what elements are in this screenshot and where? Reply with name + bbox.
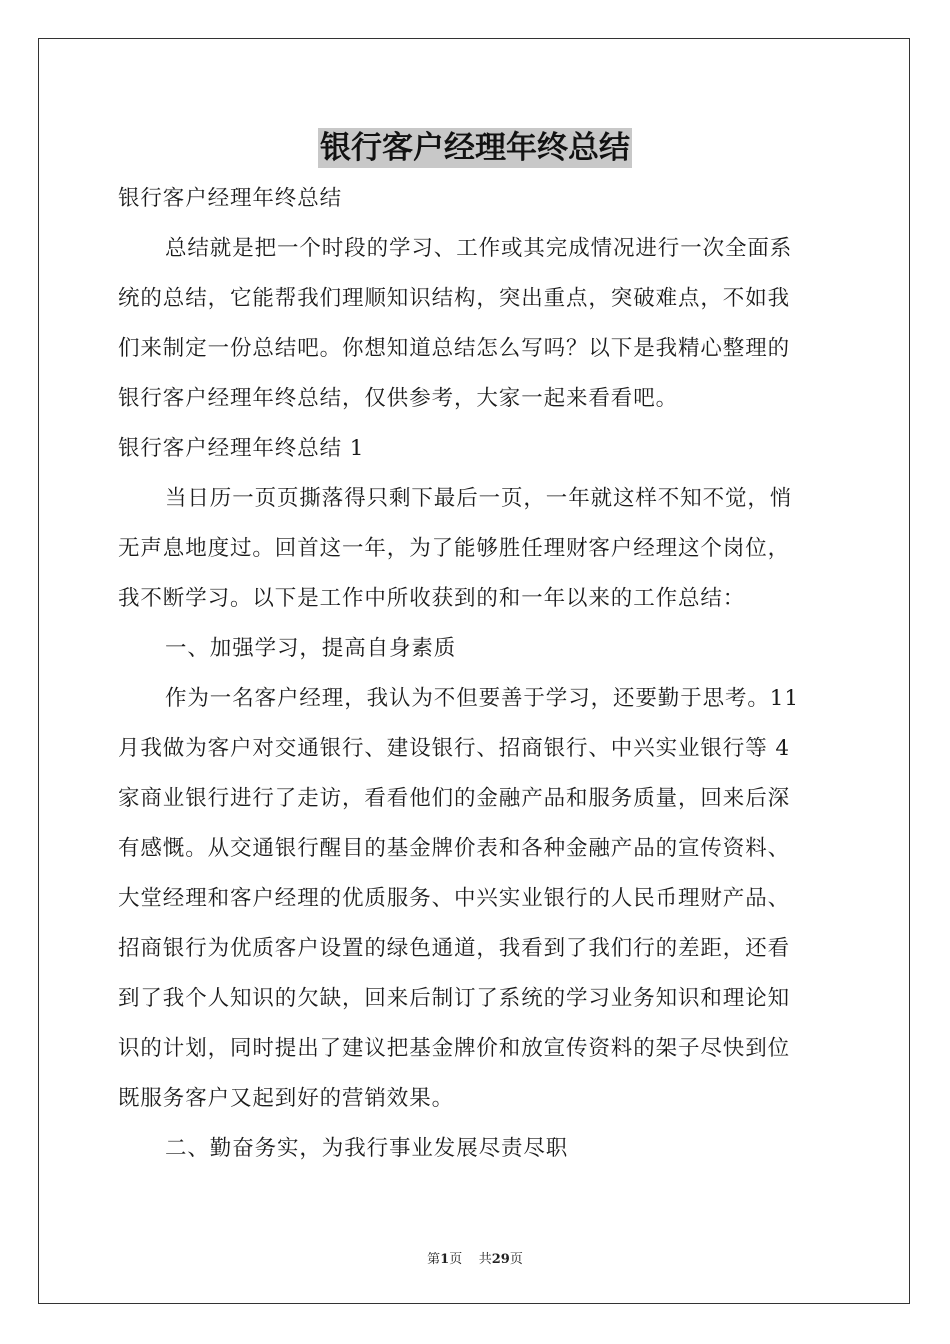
- paragraph-line: 无声息地度过。回首这一年，为了能够胜任理财客户经理这个岗位，: [118, 536, 791, 561]
- paragraph-line: 到了我个人知识的欠缺，回来后制订了系统的学习业务知识和理论知: [118, 986, 791, 1011]
- page-frame: [38, 38, 910, 1304]
- paragraph-line: 招商银行为优质客户设置的绿色通道，我看到了我们行的差距，还看: [118, 936, 791, 961]
- paragraph-line: 有感慨。从交通银行醒目的基金牌价表和各种金融产品的宣传资料、: [118, 836, 791, 861]
- paragraph-line: 我不断学习。以下是工作中所收获到的和一年以来的工作总结：: [118, 586, 746, 611]
- footer-page-suffix: 页: [449, 1252, 463, 1267]
- subsection-heading: 二、勤奋务实，为我行事业发展尽责尽职: [165, 1136, 569, 1161]
- footer-total-prefix: 共: [478, 1252, 492, 1267]
- footer-page-number: 1: [440, 1252, 450, 1267]
- paragraph-line: 银行客户经理年终总结，仅供参考，大家一起来看看吧。: [118, 386, 679, 411]
- paragraph-line: 月我做为客户对交通银行、建设银行、招商银行、中兴实业银行等 4: [118, 736, 790, 761]
- document-title: 银行客户经理年终总结: [320, 130, 630, 166]
- paragraph-line: 们来制定一份总结吧。你想知道总结怎么写吗？以下是我精心整理的: [118, 336, 791, 361]
- footer-total-pages: 29: [491, 1252, 510, 1267]
- paragraph-line: 既服务客户又起到好的营销效果。: [118, 1086, 455, 1111]
- footer-page-prefix: 第: [427, 1252, 441, 1267]
- paragraph-line: 识的计划，同时提出了建议把基金牌价和放宣传资料的架子尽快到位: [118, 1036, 791, 1061]
- paragraph-line: 大堂经理和客户经理的优质服务、中兴实业银行的人民币理财产品、: [118, 886, 791, 911]
- footer-total-suffix: 页: [509, 1252, 523, 1267]
- paragraph-line: 家商业银行进行了走访，看看他们的金融产品和服务质量，回来后深: [118, 786, 791, 811]
- paragraph-line: 总结就是把一个时段的学习、工作或其完成情况进行一次全面系: [165, 236, 793, 261]
- section-heading: 银行客户经理年终总结 1: [118, 436, 365, 461]
- page-footer: [0, 1248, 950, 1267]
- paragraph-line: 作为一名客户经理，我认为不但要善于学习，还要勤于思考。11: [165, 686, 799, 711]
- subtitle-line: 银行客户经理年终总结: [118, 186, 343, 211]
- paragraph-line: 统的总结，它能帮我们理顺知识结构，突出重点，突破难点，不如我: [118, 286, 791, 311]
- paragraph-line: 当日历一页页撕落得只剩下最后一页，一年就这样不知不觉，悄: [165, 486, 793, 511]
- subsection-heading: 一、加强学习，提高自身素质: [165, 636, 457, 661]
